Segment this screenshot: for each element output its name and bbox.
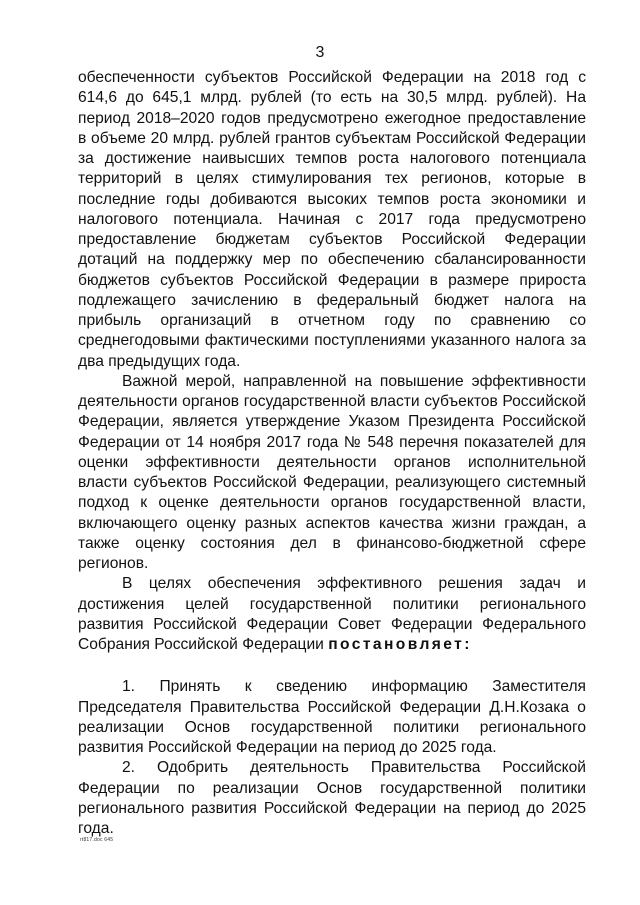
page-number: 3 — [315, 44, 325, 61]
resolution-intro-text: В целях обеспечения эффективного решения задач и достижения целей государственной политики регионального развития Российской Федерации Совет Федерации Федерального Собрания Российской Федерации — [78, 575, 586, 653]
paragraph-efficiency-measure: Важной мерой, направленной на повышение эффективности деятельности органов государственной власти субъектов Российской Федерации, является утверждение Указом Президента Российской Федерации от 14 ноября 2017 года № 548 перечня показателей для оценки эффективности деятельности органов исполнительной власти субъектов Российской Федерации, реализующего системный подход к оценке деятельности органов государственной власти, включающего оценку разных аспектов качества жизни граждан, а также оценку состояния дел в финансово-бюджетной сфере регионов. — [78, 372, 586, 572]
document-body — [78, 68, 586, 839]
paragraph-continuation: обеспеченности субъектов Российской Федерации на 2018 год с 614,6 до 645,1 млрд. рублей (то есть на 30,5 млрд. рублей). На период 2018–2020 годов предусмотрено ежегодное предоставление в объеме 20 млрд. рублей грантов субъектам Российской Федерации за достижение наивысших темпов роста налогового потенциала территорий в целях стимулирования тех регионов, которые в последние годы добиваются высоких темпов роста экономики и налогового потенциала. Начиная с 2017 года предусмотрено предоставление бюджетам субъектов Российской Федерации дотаций на поддержку мер по обеспечению сбалансированности бюджетов субъектов Российской Федерации в размере прироста подлежащего зачислению в федеральный бюджет налога на прибыль организаций в отчетном году по сравнению со среднегодовыми фактическими поступлениями указанного налога за два предыдущих года. — [78, 69, 586, 370]
resolution-word: постановляет: — [328, 636, 472, 653]
paragraph-resolution-intro — [78, 574, 586, 655]
paragraph-gap — [78, 655, 586, 677]
resolution-item-2: 2. Одобрить деятельность Правительства Российской Федерации по реализации Основ государственной политики регионального развития Российской Федерации на период до 2025 года. — [78, 759, 586, 837]
resolution-item-1: 1. Принять к сведению информацию Заместителя Председателя Правительства Российской Федерации Д.Н.Козака о реализации Основ государственной политики регионального развития Российской Федерации на период до 2025 года. — [78, 678, 586, 756]
footer-document-code: rt817.doc 645 — [80, 837, 114, 843]
